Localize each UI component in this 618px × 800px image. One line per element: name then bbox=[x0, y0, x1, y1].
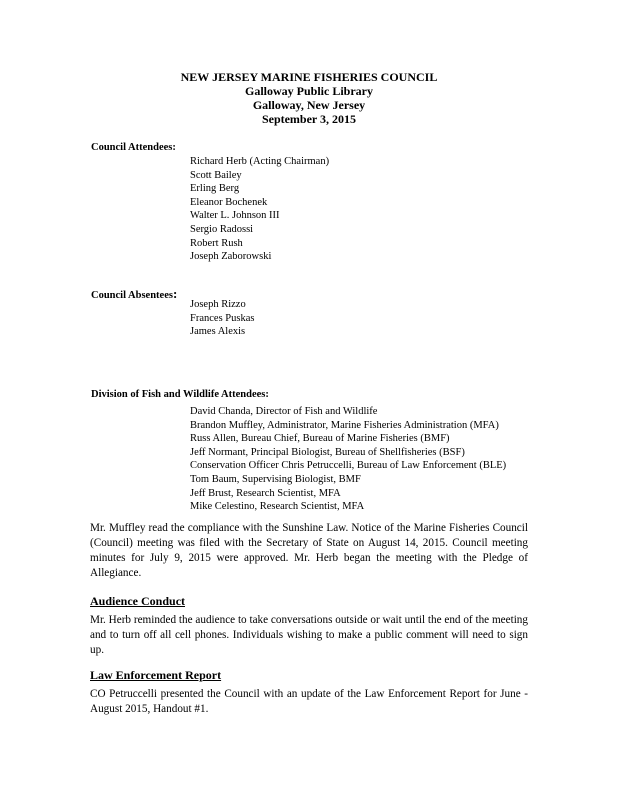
attendee-name: Eleanor Bochenek bbox=[190, 196, 268, 208]
attendee-name: Joseph Zaborowski bbox=[190, 251, 272, 263]
intro-paragraph: Mr. Muffley read the compliance with the Sunshine Law. Notice of the Marine Fisheries Council (Council) meeting was filed with the Secretary of State on August 14, 2015. Council meeting minutes for July 9, 2015 were approved. Mr. Herb began the meeting with the Pledge of Allegiance. bbox=[90, 522, 528, 579]
attendee-name: Walter L. Johnson III bbox=[190, 210, 280, 222]
document-header bbox=[0, 70, 618, 126]
audience-conduct-text: Mr. Herb reminded the audience to take conversations outside or wait until the end of the meeting and to turn off all cell phones. Individuals wishing to make a public comment will need to sign up. bbox=[90, 614, 528, 656]
division-attendee: Conservation Officer Chris Petruccelli, Bureau of Law Enforcement (BLE) bbox=[190, 460, 507, 472]
division-attendee: Jeff Normant, Principal Biologist, Bureau of Shellfisheries (BSF) bbox=[190, 446, 465, 458]
division-attendees-label: Division of Fish and Wildlife Attendees: bbox=[91, 389, 269, 400]
division-attendee: Russ Allen, Bureau Chief, Bureau of Marine Fisheries (BMF) bbox=[190, 433, 450, 445]
meeting-location: Galloway, New Jersey bbox=[252, 98, 366, 112]
division-attendee: Tom Baum, Supervising Biologist, BMF bbox=[190, 473, 361, 485]
absentees-label-colon: : bbox=[172, 286, 178, 301]
council-absentees-list bbox=[190, 298, 254, 339]
law-enforcement-text: CO Petruccelli presented the Council with an update of the Law Enforcement Report for June - August 2015, Handout #1. bbox=[90, 688, 528, 715]
absentees-label-text: Council Absentees bbox=[91, 290, 173, 301]
audience-conduct-heading: Audience Conduct bbox=[90, 594, 186, 608]
attendee-name: Robert Rush bbox=[190, 237, 243, 249]
attendee-name: Erling Berg bbox=[190, 183, 240, 195]
meeting-date: September 3, 2015 bbox=[261, 112, 357, 126]
meeting-venue: Galloway Public Library bbox=[244, 84, 373, 98]
division-attendees-list bbox=[190, 405, 506, 514]
law-enforcement-heading: Law Enforcement Report bbox=[90, 668, 222, 682]
council-attendees-list bbox=[190, 155, 329, 264]
division-attendee: Brandon Muffley, Administrator, Marine Fisheries Administration (MFA) bbox=[190, 419, 499, 431]
council-absentees-label bbox=[91, 287, 177, 302]
division-attendee: David Chanda, Director of Fish and Wildlife bbox=[190, 406, 378, 417]
absentee-name: Joseph Rizzo bbox=[190, 299, 246, 310]
council-title: NEW JERSEY MARINE FISHERIES COUNCIL bbox=[180, 70, 438, 84]
division-attendee: Jeff Brust, Research Scientist, MFA bbox=[190, 487, 341, 499]
attendee-name: Richard Herb (Acting Chairman) bbox=[190, 156, 330, 167]
attendee-name: Scott Bailey bbox=[190, 169, 242, 181]
absentee-name: James Alexis bbox=[190, 326, 246, 338]
division-attendee: Mike Celestino, Research Scientist, MFA bbox=[190, 501, 365, 513]
absentee-name: Frances Puskas bbox=[190, 312, 255, 324]
attendee-name: Sergio Radossi bbox=[190, 223, 254, 235]
council-attendees-label: Council Attendees: bbox=[91, 142, 176, 153]
